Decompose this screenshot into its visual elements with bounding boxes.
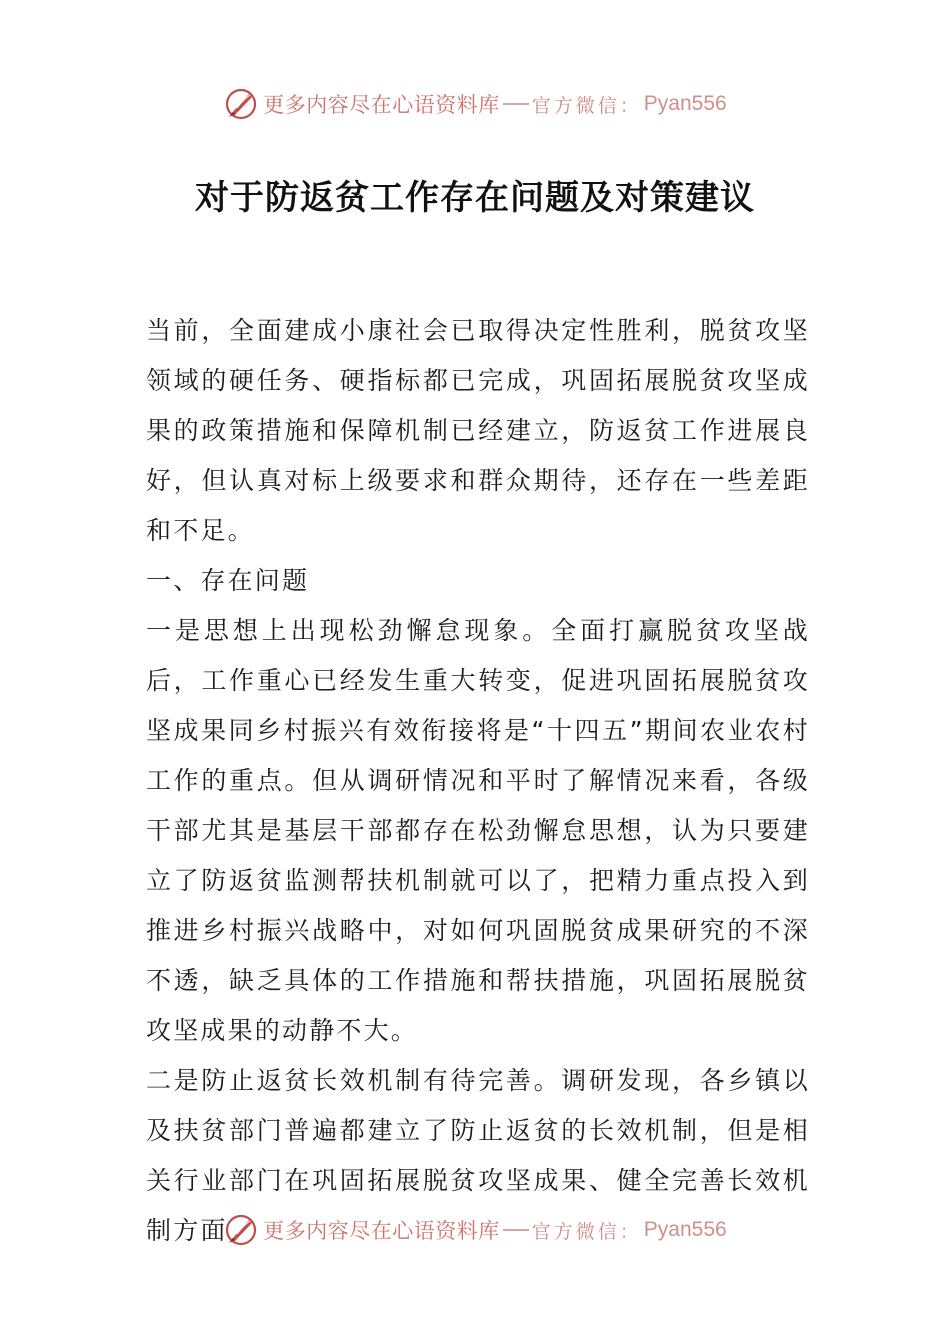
footer-dash <box>503 1229 529 1231</box>
paragraph-problem-2: 二是防止返贫长效机制有待完善。调研发现，各乡镇以及扶贫部门普遍都建立了防止返贫的长效机制，但是相关行业部门在巩固拓展脱贫攻坚成果、健全完善长效机制方面 <box>146 1066 810 1245</box>
footer-banner <box>0 1210 950 1250</box>
paragraph-problem-1: 一是思想上出现松劲懈怠现象。全面打赢脱贫攻坚战后，工作重心已经发生重大转变，促进巩固拓展脱贫攻坚成果同乡村振兴有效衔接将是“十四五”期间农业农村工作的重点。但从调研情况和平时了解情况来看，各级干部尤其是基层干部都存在松劲懈怠思想，认为只要建立了防返贫监测帮扶机制就可以了，把精力重点投入到推进乡村振兴战略中，对如何巩固脱贫成果研究的不深不透，缺乏具体的工作措施和帮扶措施，巩固拓展脱贫攻坚成果的动静不大。 <box>146 616 810 1045</box>
banner-wechat-id: Pyan556 <box>643 92 727 115</box>
document-title: 对于防返贫工作存在问题及对策建议 <box>195 178 755 218</box>
pen-quill-logo-icon <box>223 1212 259 1248</box>
footer-wechat-label: 官方微信： <box>531 1220 642 1243</box>
paragraph-intro: 当前，全面建成小康社会已取得决定性胜利，脱贫攻坚领域的硬任务、硬指标都已完成，巩固拓展脱贫攻坚成果的政策措施和保障机制已经建立，防返贫工作进展良好，但认真对标上级要求和群众期待，还存在一些差距和不足。 <box>146 316 810 545</box>
section-heading-problems: 一、存在问题 <box>146 566 310 595</box>
header-banner <box>0 84 950 124</box>
banner-dash <box>503 103 529 105</box>
footer-brand-text: 更多内容尽在心语资料库 <box>263 1219 500 1243</box>
footer-wechat-id: Pyan556 <box>643 1218 727 1241</box>
banner-wechat-label: 官方微信： <box>531 94 642 117</box>
banner-brand-text: 更多内容尽在心语资料库 <box>263 93 500 117</box>
document-body <box>146 306 810 1256</box>
pen-quill-logo-icon <box>223 86 259 122</box>
